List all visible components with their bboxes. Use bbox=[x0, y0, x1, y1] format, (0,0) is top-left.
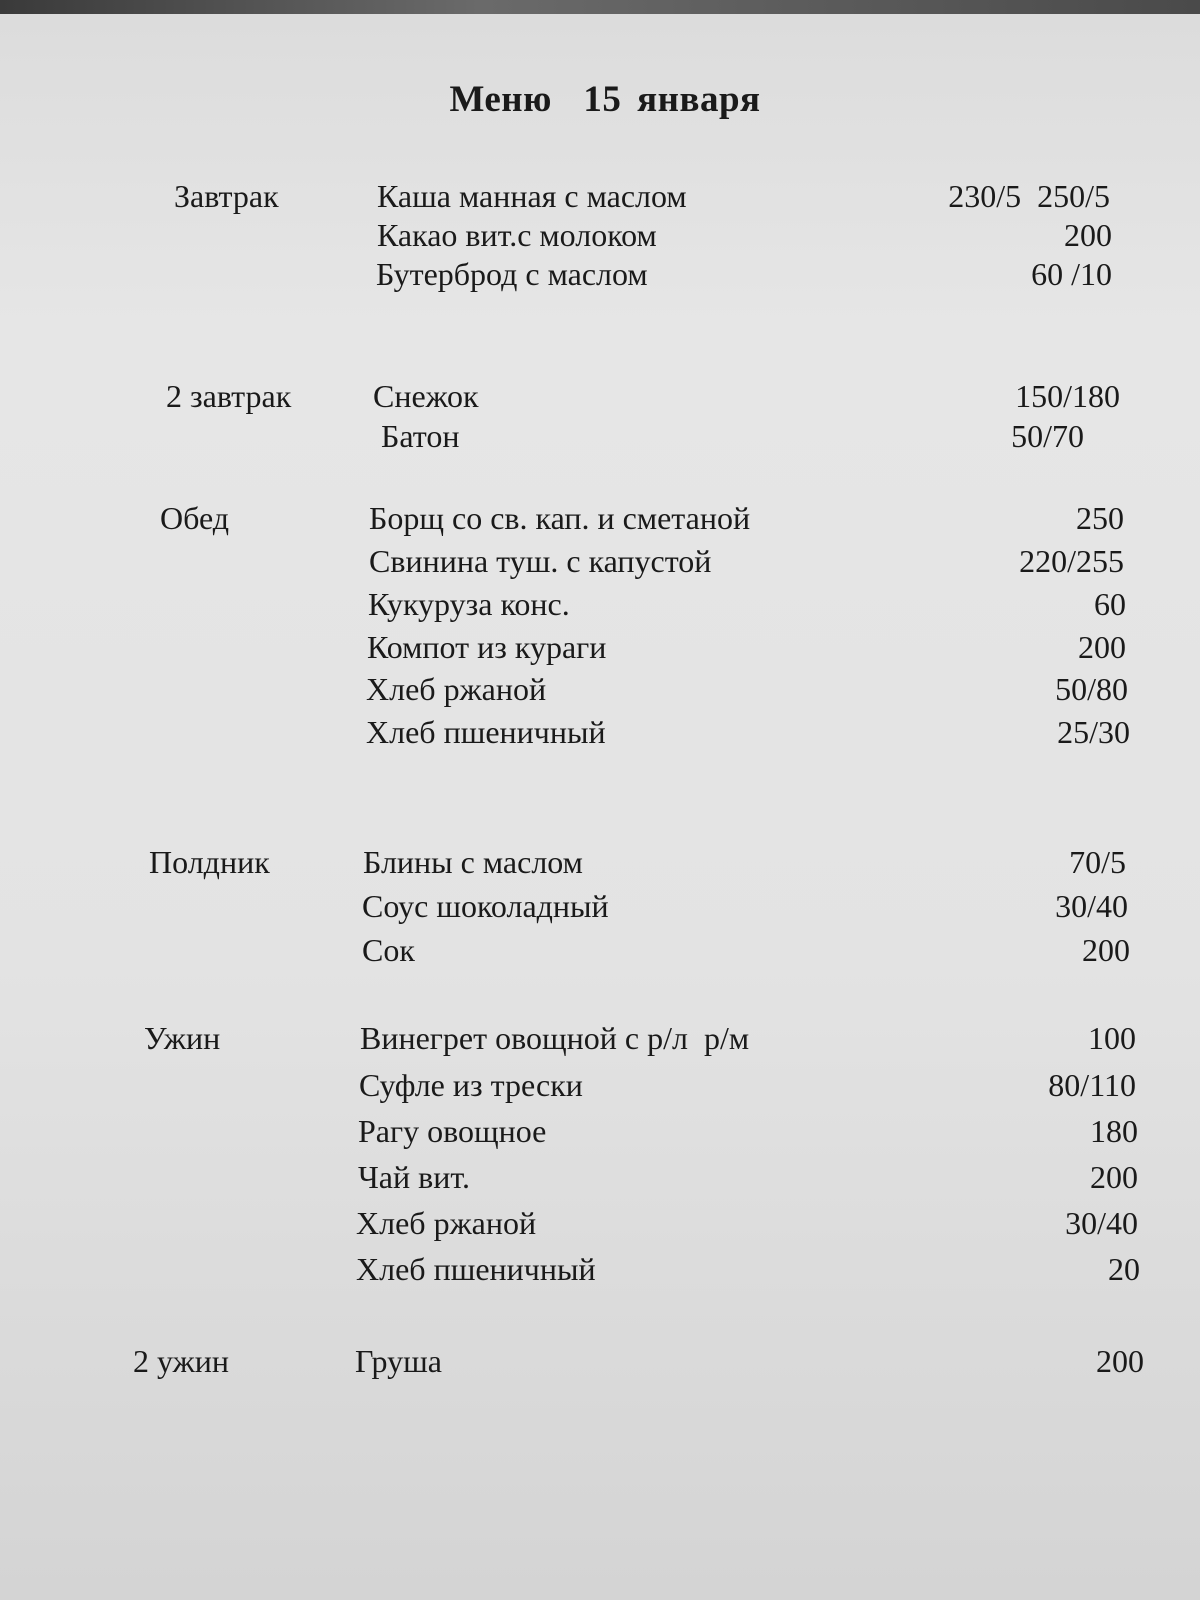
dish-name: Хлеб ржаной bbox=[366, 671, 547, 707]
menu-row bbox=[0, 625, 1200, 669]
dish-amount: 150/180 bbox=[1015, 378, 1120, 414]
dish-name: Свинина туш. с капустой bbox=[369, 543, 712, 579]
dish-amount: 30/40 bbox=[1065, 1205, 1138, 1241]
menu-row bbox=[0, 252, 1200, 296]
menu-row bbox=[0, 374, 1200, 418]
dish-amount: 200 bbox=[1078, 629, 1126, 665]
dish-amount: 50/70 bbox=[1011, 418, 1084, 454]
dish-amount: 230/5 250/5 bbox=[948, 178, 1110, 214]
dish-name: Винегрет овощной с р/л р/м bbox=[360, 1020, 750, 1056]
dish-amount: 200 bbox=[1090, 1159, 1138, 1195]
dish-amount: 25/30 bbox=[1057, 714, 1130, 750]
dish-amount: 250 bbox=[1076, 500, 1124, 536]
menu-row bbox=[0, 1063, 1200, 1107]
dish-name: Бутерброд с маслом bbox=[376, 256, 648, 292]
dish-amount: 70/5 bbox=[1069, 844, 1126, 880]
page-title: Меню 15 января bbox=[449, 79, 761, 120]
dish-name: Рагу овощное bbox=[358, 1113, 547, 1149]
dish-name: Какао вит.с молоком bbox=[377, 217, 657, 253]
menu-row bbox=[0, 1155, 1200, 1199]
dish-amount: 80/110 bbox=[1048, 1067, 1136, 1103]
dish-amount: 20 bbox=[1108, 1251, 1140, 1287]
dish-name: Снежок bbox=[373, 378, 479, 414]
dish-amount: 60 bbox=[1094, 586, 1126, 622]
menu-row bbox=[0, 1109, 1200, 1153]
meal-label-breakfast: Завтрак bbox=[174, 178, 279, 214]
dish-name: Батон bbox=[381, 418, 460, 454]
dish-amount: 220/255 bbox=[1019, 543, 1124, 579]
menu-row bbox=[0, 1201, 1200, 1245]
dish-amount: 200 bbox=[1064, 217, 1112, 253]
dish-amount: 200 bbox=[1082, 932, 1130, 968]
meal-label-dinner: Ужин bbox=[144, 1020, 221, 1056]
dish-name: Соус шоколадный bbox=[362, 888, 609, 924]
dish-name: Компот из кураги bbox=[367, 629, 607, 665]
menu-row bbox=[0, 1339, 1200, 1383]
dish-name: Блины с маслом bbox=[363, 844, 583, 880]
menu-row bbox=[0, 414, 1200, 458]
menu-row bbox=[0, 884, 1200, 928]
dish-name: Кукуруза конс. bbox=[368, 586, 570, 622]
dish-name: Хлеб ржаной bbox=[356, 1205, 537, 1241]
meal-label-second-dinner: 2 ужин bbox=[133, 1343, 229, 1379]
dish-amount: 50/80 bbox=[1055, 671, 1128, 707]
menu-sheet bbox=[0, 14, 1200, 1600]
dish-name: Каша манная с маслом bbox=[377, 178, 687, 214]
dish-name: Суфле из трески bbox=[359, 1067, 583, 1103]
menu-row bbox=[0, 840, 1200, 884]
dish-name: Чай вит. bbox=[358, 1159, 470, 1195]
dish-name: Сок bbox=[362, 932, 415, 968]
dish-amount: 100 bbox=[1088, 1020, 1136, 1056]
dish-name: Груша bbox=[355, 1343, 442, 1379]
meal-label-second-breakfast: 2 завтрак bbox=[166, 378, 292, 414]
menu-row bbox=[0, 710, 1200, 754]
meal-label-snack: Полдник bbox=[149, 844, 270, 880]
menu-row bbox=[0, 582, 1200, 626]
menu-row bbox=[0, 539, 1200, 583]
dish-name: Хлеб пшеничный bbox=[356, 1251, 596, 1287]
dish-amount: 60 /10 bbox=[1031, 256, 1112, 292]
menu-row bbox=[0, 1016, 1200, 1060]
dish-amount: 30/40 bbox=[1055, 888, 1128, 924]
menu-row bbox=[0, 928, 1200, 972]
dish-amount: 200 bbox=[1096, 1343, 1144, 1379]
menu-row bbox=[0, 496, 1200, 540]
menu-row bbox=[0, 667, 1200, 711]
menu-row bbox=[0, 1247, 1200, 1291]
menu-row bbox=[0, 213, 1200, 257]
dish-name: Борщ со св. кап. и сметаной bbox=[369, 500, 751, 536]
meal-label-lunch: Обед bbox=[160, 500, 230, 536]
photo-edge-shadow bbox=[0, 0, 1200, 14]
dish-name: Хлеб пшеничный bbox=[366, 714, 606, 750]
dish-amount: 180 bbox=[1090, 1113, 1138, 1149]
menu-row bbox=[0, 174, 1200, 218]
